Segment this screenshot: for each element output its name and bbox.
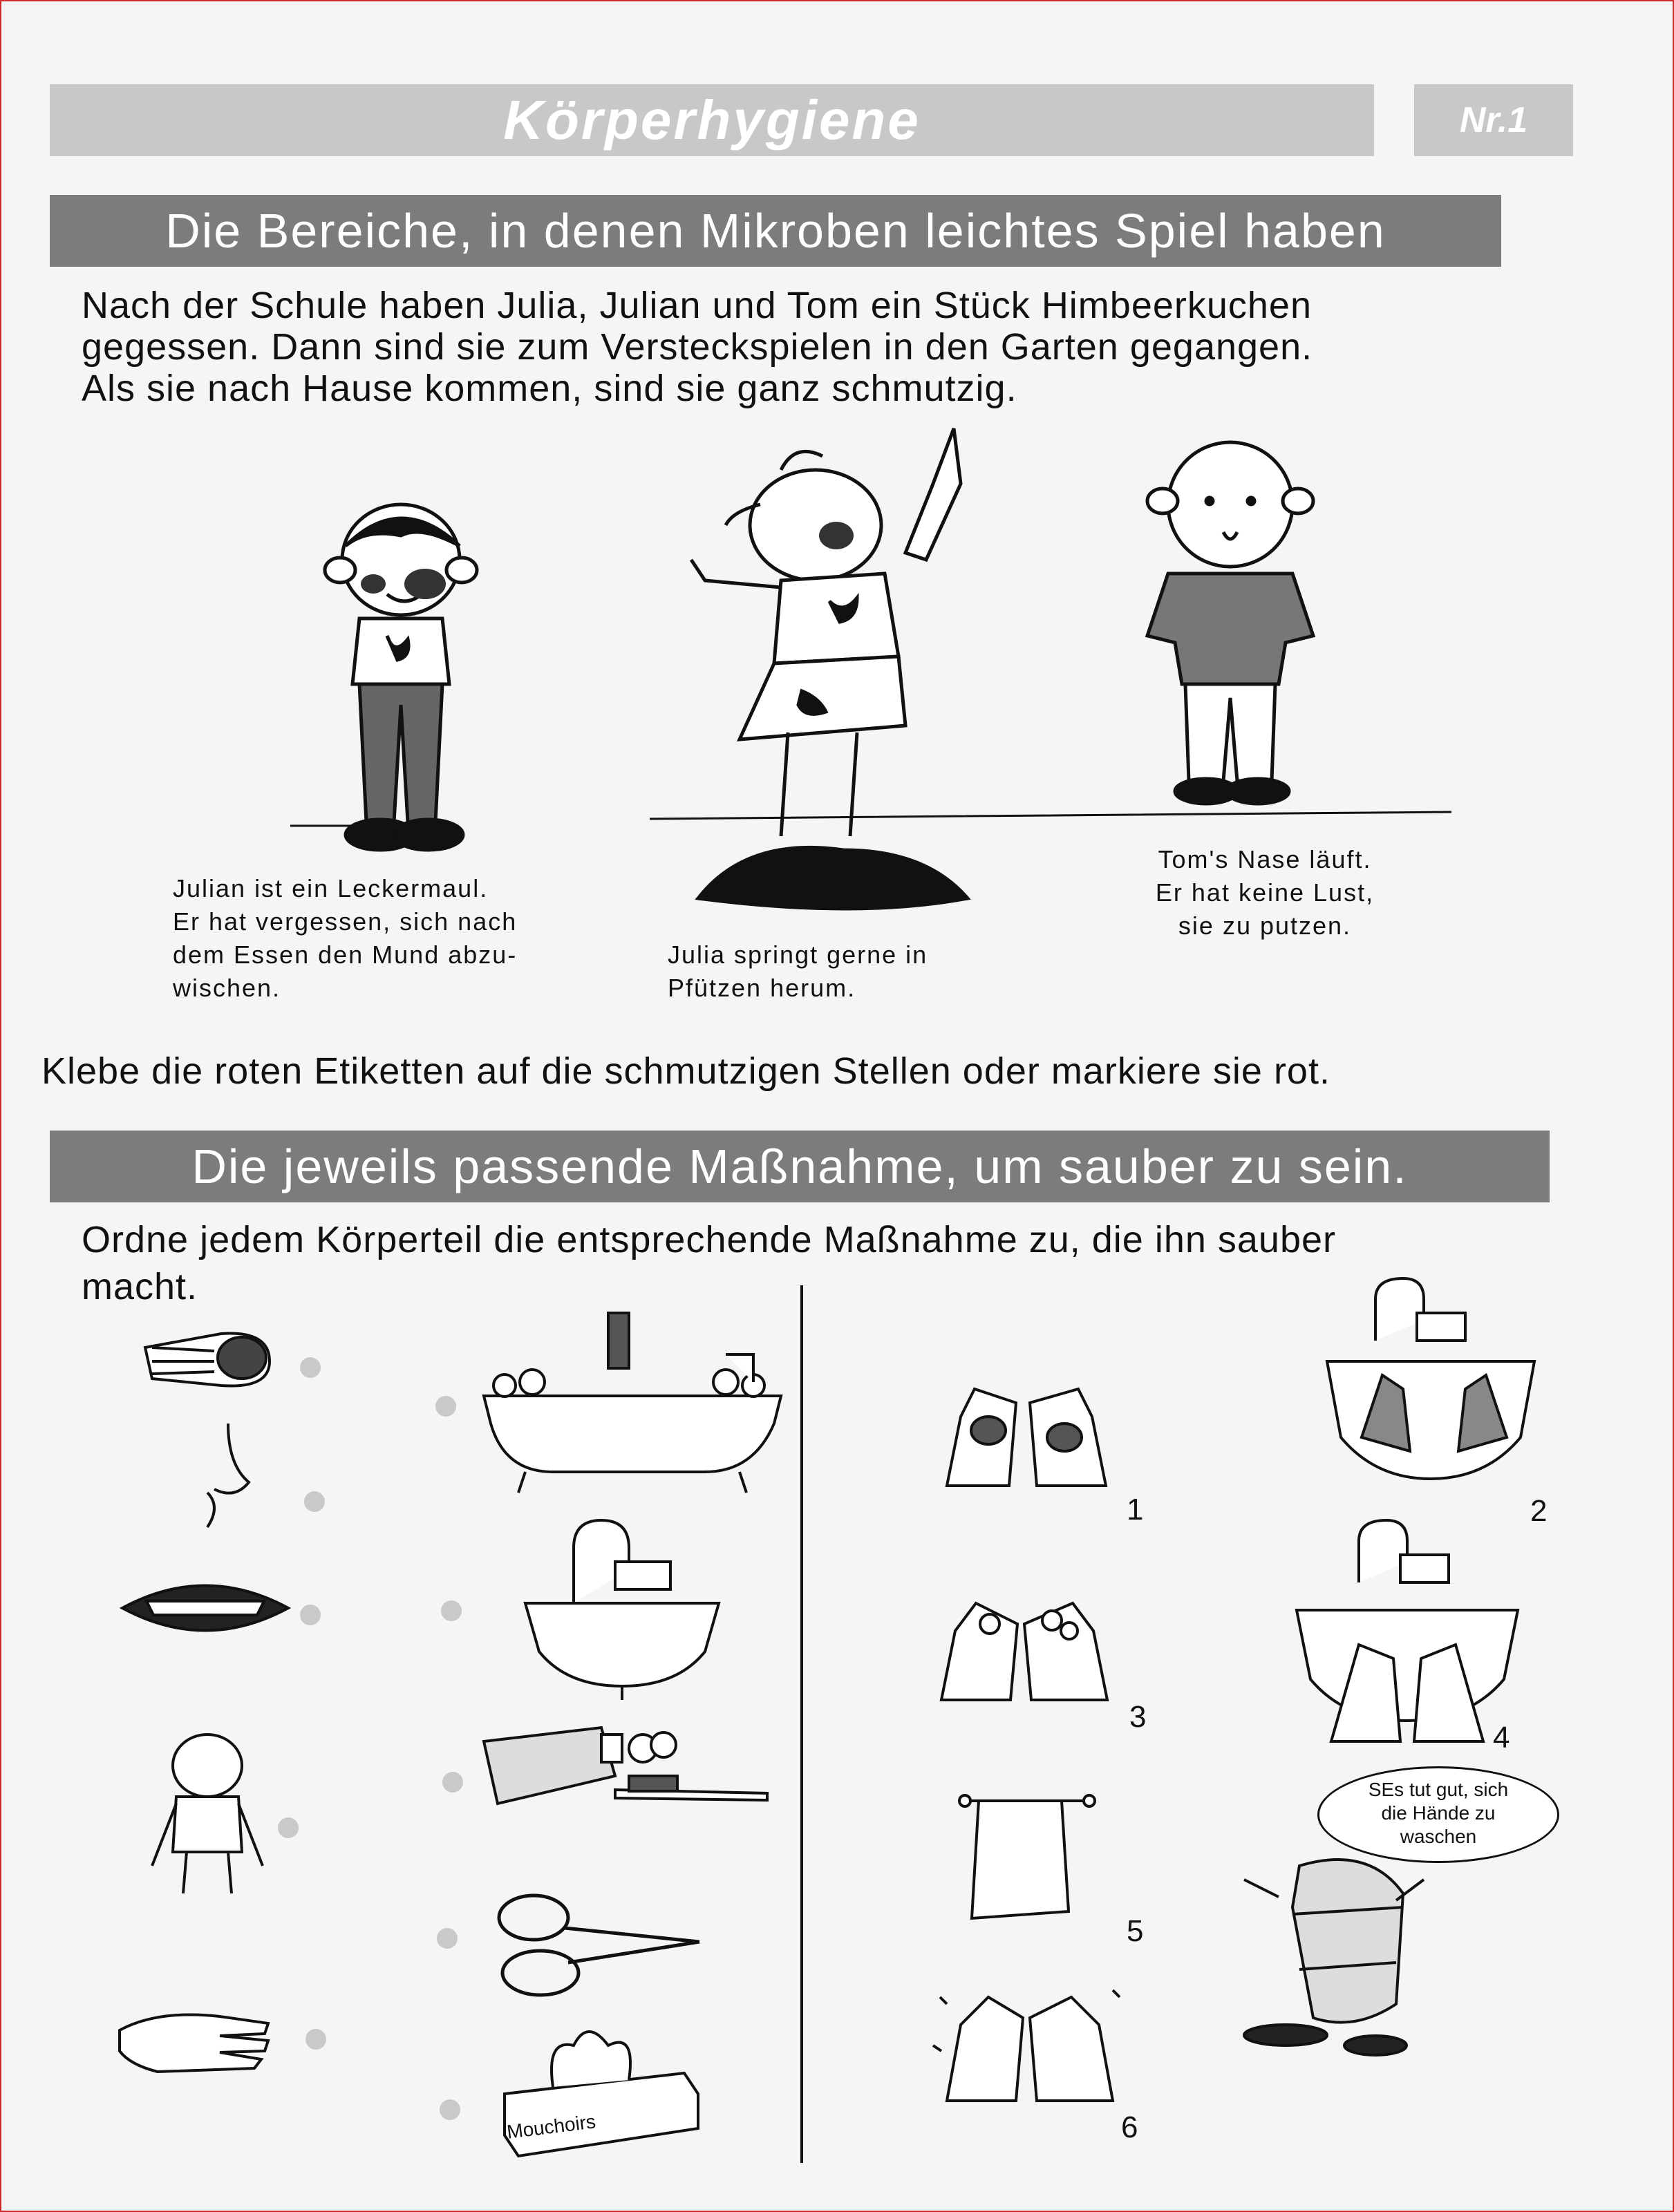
section1-heading: Die Bereiche, in denen Mikroben leichtes Spiel haben — [165, 204, 1386, 258]
step-number: 1 — [1127, 1493, 1144, 1526]
match-dot[interactable] — [305, 2029, 326, 2050]
number-box — [1414, 84, 1573, 156]
match-dot[interactable] — [300, 1605, 321, 1625]
scissors-icon — [492, 1887, 706, 2004]
match-dot[interactable] — [304, 1491, 325, 1512]
soapy-hands-icon — [928, 1589, 1121, 1707]
step-number: 5 — [1127, 1914, 1144, 1948]
julia-caption — [668, 938, 928, 1005]
nose-icon — [194, 1424, 263, 1527]
page-title: Körperhygiene — [503, 89, 921, 151]
hand-icon — [116, 1996, 275, 2079]
match-dot[interactable] — [437, 1928, 458, 1949]
caption-line: Tom's Nase läuft. — [1158, 845, 1372, 873]
instruction-line: macht. — [82, 1266, 198, 1307]
julian-illustration — [283, 498, 532, 857]
step-number: 4 — [1493, 1721, 1510, 1755]
section2-heading-bar — [50, 1131, 1550, 1202]
section2-heading: Die jeweils passende Maßnahme, um sauber zu sein. — [191, 1140, 1408, 1193]
instruction-line: Ordne jedem Körperteil die entsprechende Maßnahme zu, die ihn sauber — [82, 1219, 1337, 1260]
match-dot[interactable] — [300, 1357, 321, 1378]
washing-hands-sink-icon — [1320, 1272, 1541, 1506]
ground-line — [290, 805, 1451, 833]
rinsing-hands-sink-icon — [1290, 1513, 1525, 1748]
match-dot[interactable] — [441, 1600, 462, 1621]
section1-instruction: Klebe die roten Etiketten auf die schmutzigen Stellen oder markiere sie rot. — [41, 1050, 1330, 1092]
caption-line: Pfützen herum. — [668, 974, 856, 1002]
match-dot[interactable] — [278, 1817, 299, 1838]
clean-hands-icon — [926, 1969, 1134, 2108]
section2-instruction — [82, 1216, 1336, 1310]
caption-line: sie zu putzen. — [1178, 911, 1352, 940]
match-dot[interactable] — [440, 2099, 460, 2120]
column-divider — [800, 1285, 803, 2163]
intro-line: Als sie nach Hause kommen, sind sie ganz schmutzig. — [82, 368, 1017, 409]
toothpaste-toothbrush-icon — [477, 1721, 767, 1824]
step-number: 3 — [1129, 1700, 1147, 1734]
caption-line: Er hat keine Lust, — [1155, 878, 1375, 907]
sink-icon — [518, 1506, 726, 1700]
backpack-mascot-icon — [1230, 1852, 1465, 2059]
tissue-box-label: Mouchoirs — [505, 2110, 597, 2143]
match-dot[interactable] — [442, 1772, 463, 1793]
title-bar — [50, 84, 1374, 156]
speech-line: SEs tut gut, sich — [1368, 1779, 1509, 1800]
worksheet-number: Nr.1 — [1459, 100, 1528, 140]
caption-line: Julia springt gerne in — [668, 940, 928, 969]
intro-line: gegessen. Dann sind sie zum Versteckspielen in den Garten gegangen. — [82, 326, 1313, 368]
bathtub-icon — [477, 1306, 788, 1493]
julian-caption — [173, 872, 517, 1005]
tom-illustration — [1120, 435, 1341, 809]
dirty-hand-icon — [138, 1320, 276, 1396]
mouth-icon — [119, 1570, 292, 1646]
caption-line: Er hat vergessen, sich nach — [173, 907, 518, 936]
tom-caption — [1120, 843, 1410, 943]
child-body-icon — [145, 1728, 270, 1893]
dirty-hands-icon — [933, 1375, 1120, 1493]
caption-line: Julian ist ein Leckermaul. — [173, 874, 489, 902]
section1-heading-bar — [50, 195, 1501, 267]
intro-line: Nach der Schule haben Julia, Julian und Tom ein Stück Himbeerkuchen — [82, 285, 1312, 326]
towel-icon — [958, 1787, 1096, 1925]
caption-line: dem Essen den Mund abzu- — [173, 940, 518, 969]
speech-line: waschen — [1400, 1826, 1477, 1847]
caption-line: wischen. — [173, 974, 281, 1002]
step-number: 2 — [1530, 1494, 1548, 1528]
step-number: 6 — [1121, 2110, 1138, 2144]
speech-bubble — [1317, 1766, 1559, 1863]
section1-intro — [82, 285, 1313, 409]
speech-line: die Hände zu — [1381, 1802, 1496, 1824]
match-dot[interactable] — [435, 1396, 456, 1417]
julia-illustration — [677, 422, 1009, 919]
